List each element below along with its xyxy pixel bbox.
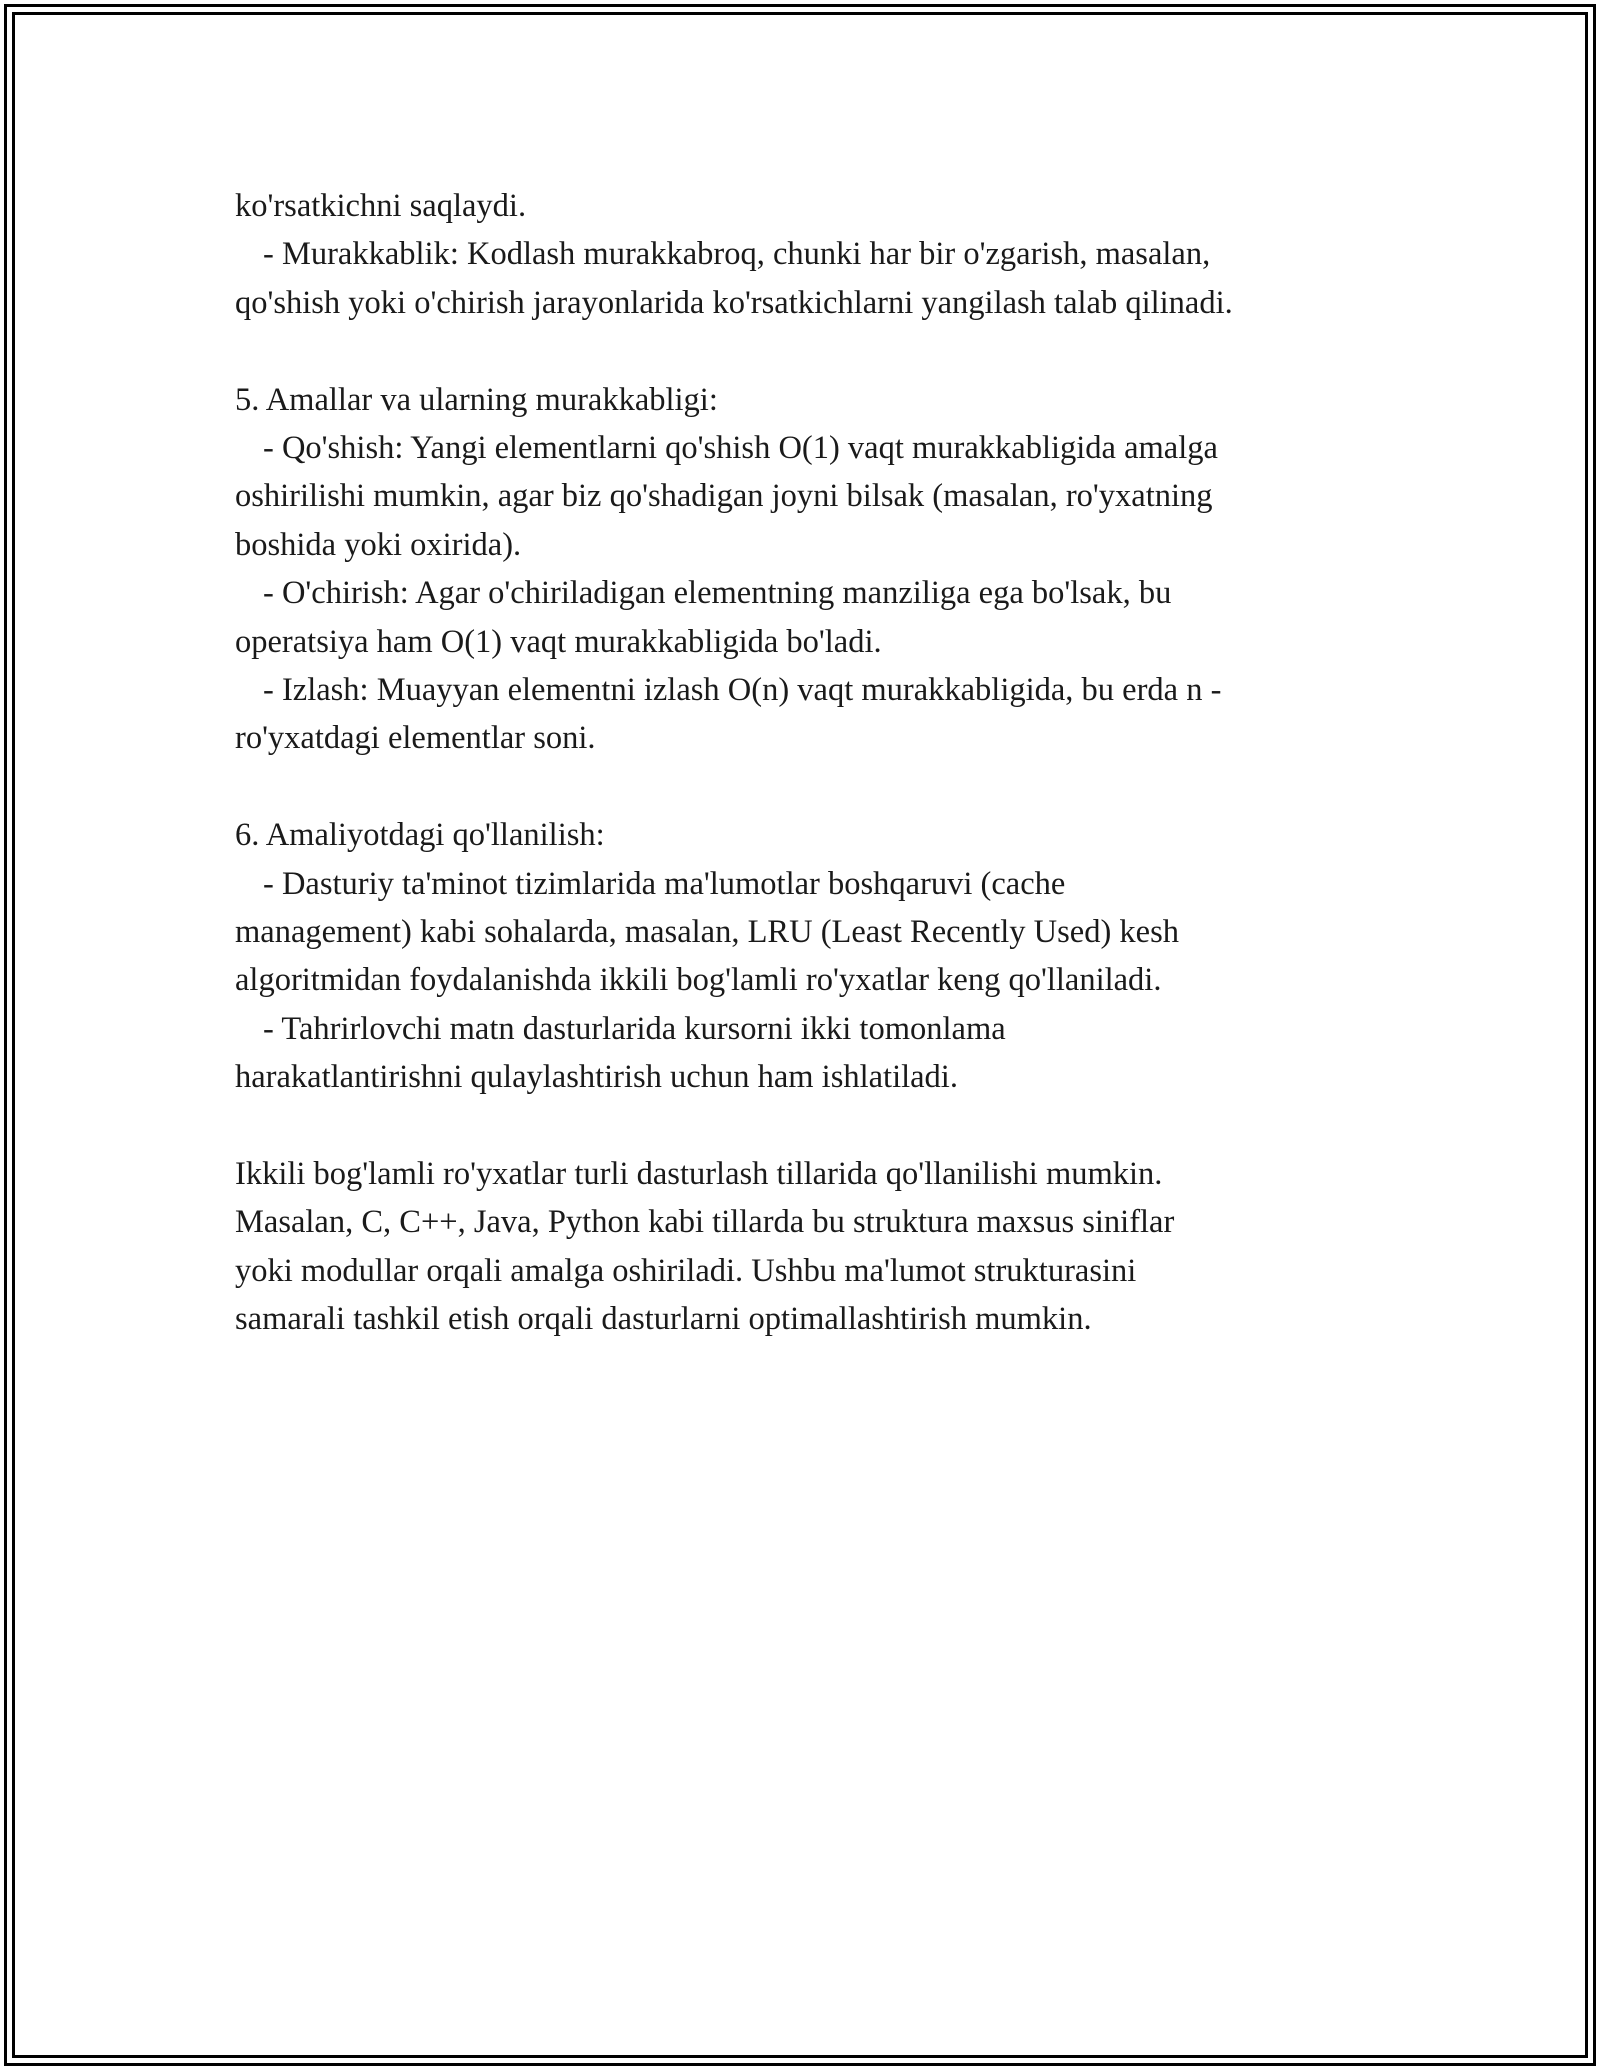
text-line: - Qo'shish: Yangi elementlarni qo'shish O(1) vaqt murakkabligida amalga	[263, 430, 1218, 467]
text-line: - O'chirish: Agar o'chiriladigan elementning manziliga ega bo'lsak, bu	[263, 575, 1172, 612]
text-line: oshirilishi mumkin, agar biz qo'shadigan joyni bilsak (masalan, ro'yxatning	[235, 478, 1213, 515]
paragraph-gap	[235, 1102, 1415, 1150]
text-line: Ikkili bog'lamli ro'yxatlar turli dasturlash tillarida qo'llanilishi mumkin.	[235, 1156, 1163, 1193]
text-line: ro'yxatdagi elementlar soni.	[235, 720, 596, 757]
text-line: operatsiya ham O(1) vaqt murakkabligida bo'ladi.	[235, 623, 882, 660]
text-line: management) kabi sohalarda, masalan, LRU (Least Recently Used) kesh	[235, 914, 1179, 951]
text-line: boshida yoki oxirida).	[235, 526, 522, 563]
text-line: - Dasturiy ta'minot tizimlarida ma'lumotlar boshqaruvi (cache	[263, 865, 1066, 902]
text-line: - Izlash: Muayyan elementni izlash O(n) vaqt murakkabligida, bu erda n -	[263, 672, 1222, 709]
text-line: ko'rsatkichni saqlaydi.	[235, 188, 527, 224]
paragraph-gap	[235, 763, 1415, 811]
text-line: harakatlantirishni qulaylashtirish uchun ham ishlatiladi.	[235, 1059, 958, 1096]
text-line: - Murakkablik: Kodlash murakkabroq, chunki har bir o'zgarish, masalan,	[263, 236, 1211, 273]
text-line: - Tahrirlovchi matn dasturlarida kursorni ikki tomonlama	[263, 1010, 1006, 1047]
document-body	[235, 182, 1415, 1344]
text-line: yoki modullar orqali amalga oshiriladi. Ushbu ma'lumot strukturasini	[235, 1252, 1137, 1289]
text-line: qo'shish yoki o'chirish jarayonlarida ko'rsatkichlarni yangilash talab qilinadi.	[235, 284, 1233, 321]
section-heading: 5. Amallar va ularning murakkabligi:	[235, 381, 718, 418]
text-line: algoritmidan foydalanishda ikkili bog'lamli ro'yxatlar keng qo'llaniladi.	[235, 962, 1162, 999]
text-line: Masalan, C, C++, Java, Python kabi tillarda bu struktura maxsus siniflar	[235, 1204, 1175, 1241]
section-heading: 6. Amaliyotdagi qo'llanilish:	[235, 817, 605, 854]
text-line: samarali tashkil etish orqali dasturlarni optimallashtirish mumkin.	[235, 1301, 1092, 1338]
paragraph-gap	[235, 327, 1415, 375]
